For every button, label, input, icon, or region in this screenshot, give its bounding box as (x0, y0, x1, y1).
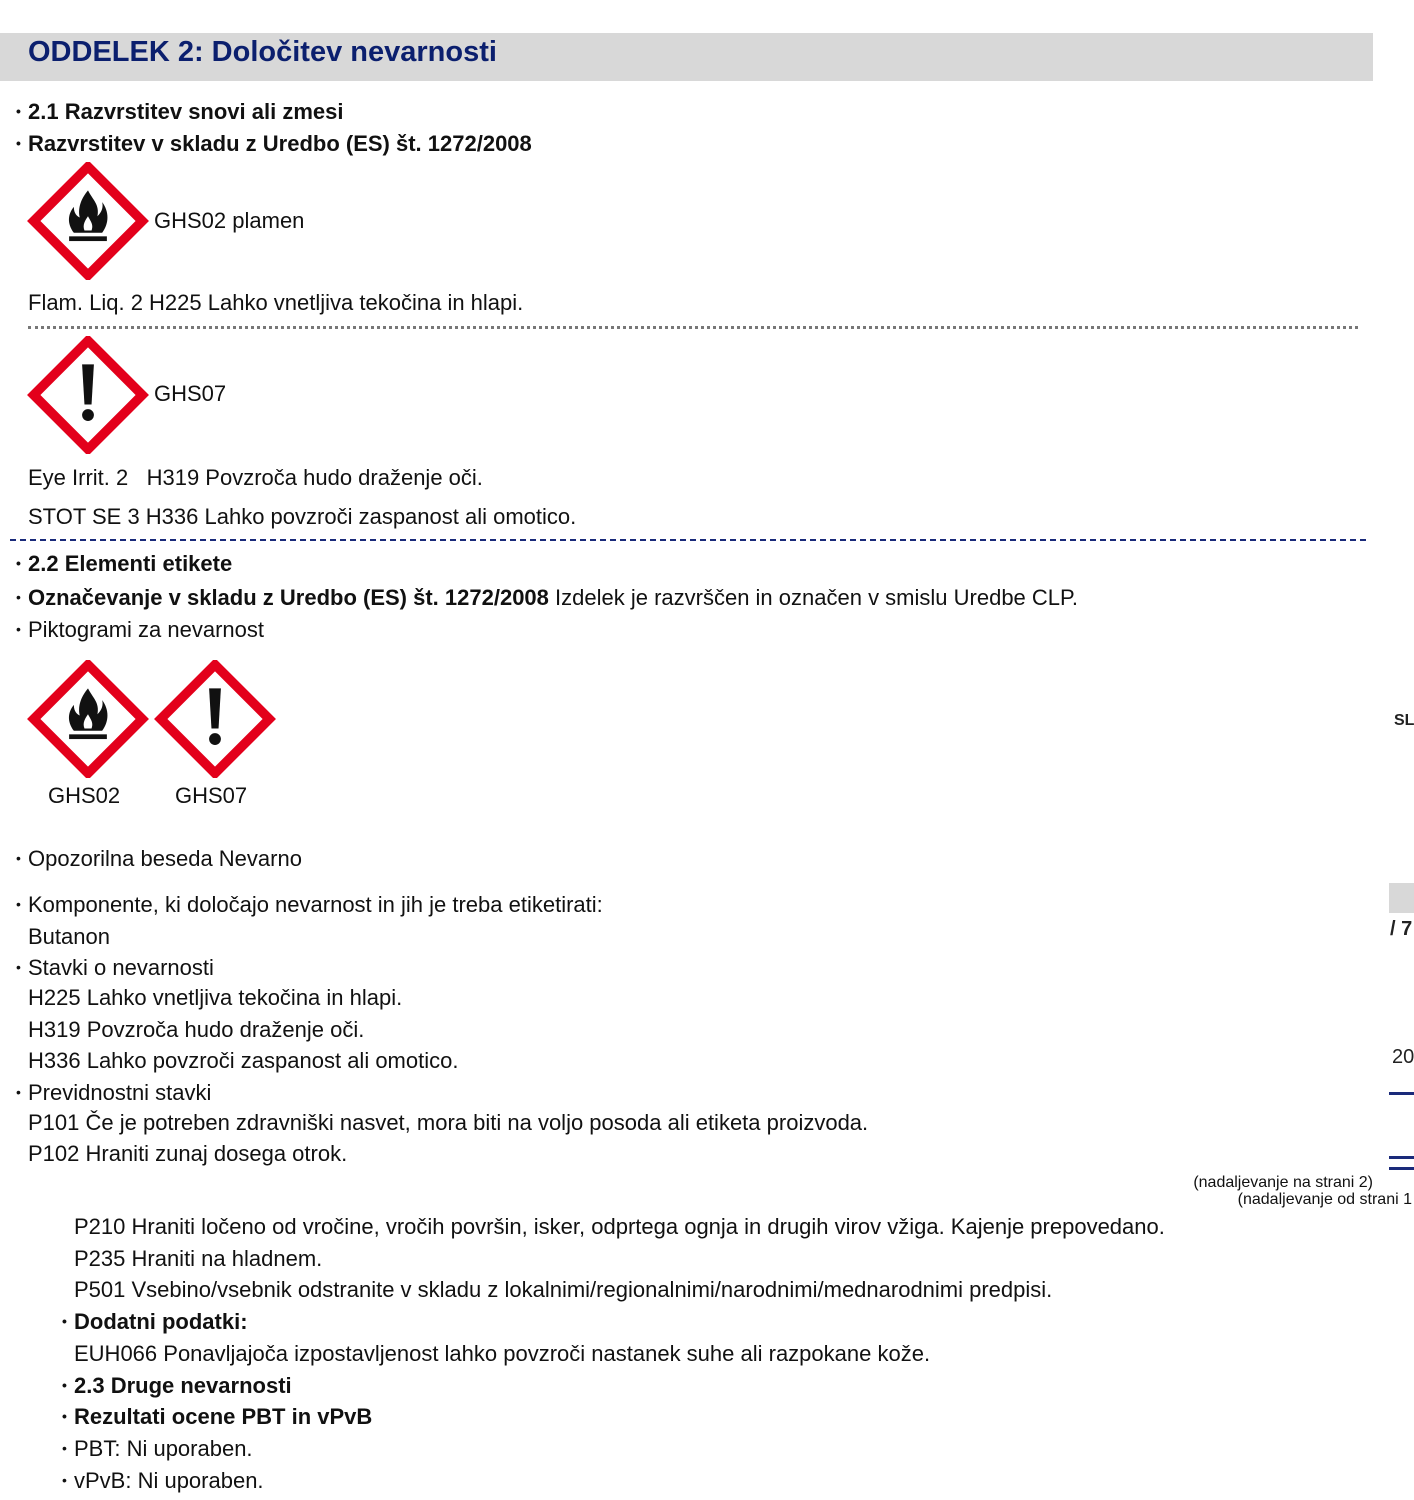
dotted-separator (28, 326, 1358, 329)
pictogram-caption-ghs07: GHS07 (175, 783, 248, 808)
precaution-line: P102 Hraniti zunaj dosega otrok. (28, 1141, 348, 1166)
labelling-bold: Označevanje v skladu z Uredbo (ES) št. 1272/2008 (28, 585, 549, 610)
precaution-heading: • Previdnostni stavki (28, 1080, 211, 1106)
heading-2-3: • 2.3 Druge nevarnosti (74, 1373, 292, 1399)
edge-fragment-bottom: 20 (1392, 1046, 1414, 1068)
additional-info-heading: • Dodatni podatki: (74, 1309, 248, 1335)
dashed-separator (10, 539, 1366, 541)
ghs02-flame-icon (27, 660, 149, 778)
ghs02-flame-icon (27, 162, 149, 280)
labelling-text: Izdelek je razvrščen in označen v smislu Uredbe CLP. (548, 585, 1078, 610)
edge-rule (1389, 1092, 1414, 1095)
ghs07-classification-line-1: Eye Irrit. 2 H319 Povzroča hudo draženje oči. (28, 465, 483, 490)
heading-2-1: • 2.1 Razvrstitev snovi ali zmesi (28, 99, 344, 125)
components-value: Butanon (28, 924, 110, 949)
hazard-line: H336 Lahko povzroči zaspanost ali omotico. (28, 1048, 459, 1073)
classification-heading: • Razvrstitev v skladu z Uredbo (ES) št. 1272/2008 (28, 131, 532, 157)
edge-fragment-top: SL (1394, 712, 1414, 729)
ghs07-exclamation-icon (27, 336, 149, 454)
section-title: ODDELEK 2: Določitev nevarnosti (28, 36, 497, 68)
pictogram-caption-ghs02: GHS02 (48, 783, 121, 808)
edge-rule (1389, 1156, 1414, 1159)
signal-word: • Opozorilna beseda Nevarno (28, 846, 302, 872)
edge-rule (1389, 1167, 1414, 1170)
precaution-line: P210 Hraniti ločeno od vročine, vročih površin, isker, odprtega ognja in drugih virov vžiga. Kajenje prepovedano. (74, 1214, 1165, 1239)
pbt-line: • PBT: Ni uporaben. (74, 1436, 253, 1462)
labelling-line (28, 585, 1078, 611)
precaution-line: P101 Če je potreben zdravniški nasvet, mora biti na voljo posoda ali etiketa proizvoda. (28, 1110, 869, 1135)
edge-fragment-middle: / 7 (1390, 918, 1413, 940)
hazard-statements-heading: • Stavki o nevarnosti (28, 955, 214, 981)
hazard-line: H319 Povzroča hudo draženje oči. (28, 1017, 365, 1042)
precaution-line: P235 Hraniti na hladnem. (74, 1246, 323, 1271)
continued-from-note: (nadaljevanje od strani 1 (1237, 1191, 1412, 1208)
edge-gray-bar (1389, 883, 1414, 913)
pictograms-heading: • Piktogrami za nevarnost (28, 617, 264, 643)
ghs02-classification-line: Flam. Liq. 2 H225 Lahko vnetljiva tekočina in hlapi. (28, 290, 524, 315)
precaution-line: P501 Vsebino/vsebnik odstranite v skladu z lokalnimi/regionalnimi/narodnimi/mednarodnimi predpisi. (74, 1277, 1053, 1302)
pbt-heading: • Rezultati ocene PBT in vPvB (74, 1404, 372, 1430)
components-heading: • Komponente, ki določajo nevarnost in jih je treba etiketirati: (28, 892, 603, 918)
ghs07-exclamation-icon (154, 660, 276, 778)
ghs07-label: GHS07 (154, 381, 227, 406)
vpvb-line: • vPvB: Ni uporaben. (74, 1468, 264, 1494)
hazard-line: H225 Lahko vnetljiva tekočina in hlapi. (28, 985, 403, 1010)
heading-2-2: • 2.2 Elementi etikete (28, 551, 232, 577)
ghs07-classification-line-2: STOT SE 3 H336 Lahko povzroči zaspanost ali omotico. (28, 504, 577, 529)
continued-on-note: (nadaljevanje na strani 2) (1193, 1174, 1373, 1191)
additional-info-line: EUH066 Ponavljajoča izpostavljenost lahko povzroči nastanek suhe ali razpokane kože. (74, 1341, 931, 1366)
ghs02-label: GHS02 plamen (154, 208, 305, 233)
